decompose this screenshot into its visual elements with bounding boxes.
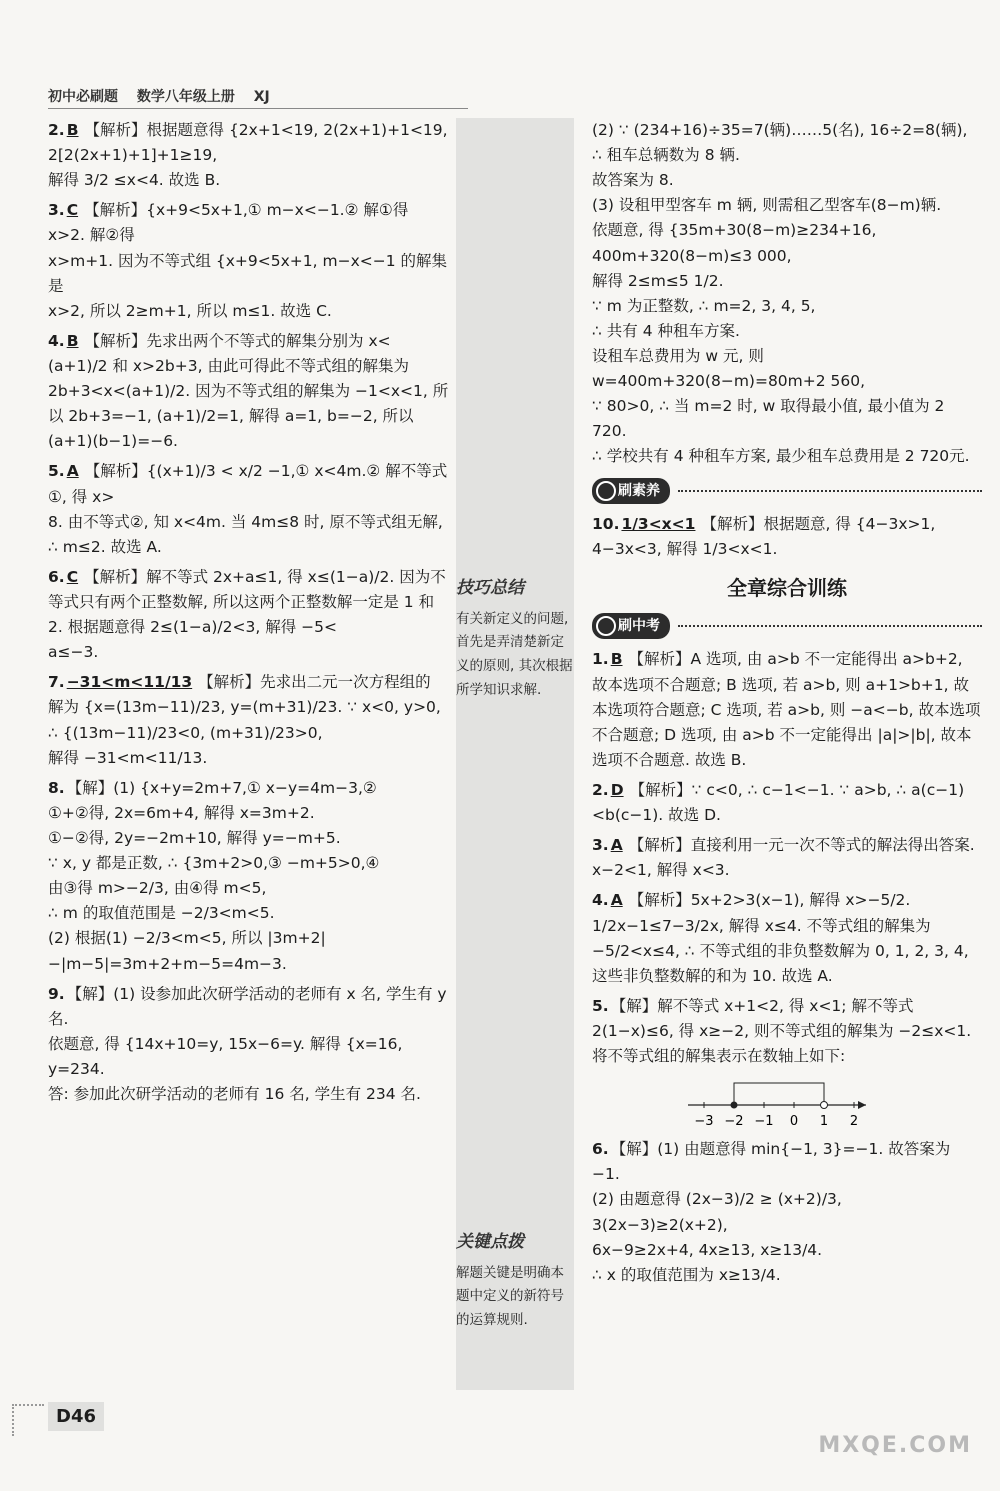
question-number: 3. — [48, 201, 65, 220]
solution-line: ∵ m 为正整数, ∴ m=2, 3, 4, 5, — [592, 296, 816, 315]
solution-paragraph — [48, 746, 450, 771]
solution-paragraph — [48, 851, 450, 876]
solution-paragraph — [48, 695, 450, 745]
question-number: 9. — [48, 984, 65, 1003]
number-line — [684, 1075, 874, 1131]
solution-line: ①−②得, 2y=−2m+10, 解得 y=−m+5. — [48, 828, 341, 847]
solution-paragraph — [592, 888, 982, 988]
solution-paragraph — [48, 249, 450, 299]
answer-choice: C — [66, 567, 79, 586]
solution-line: 8. 由不等式②, 知 x<4m. 当 4m≤8 时, 原不等式组无解, ∴ m≤2. 故选 A. — [48, 512, 443, 556]
bar-divider — [678, 490, 982, 492]
answer-choice: D — [610, 781, 624, 800]
tick-label: −2 — [724, 1114, 744, 1130]
solution-paragraph — [48, 459, 450, 509]
answer-choice: A — [610, 891, 623, 910]
solution-paragraph — [592, 1263, 982, 1288]
solution-line: 【解】解不等式 x+1<2, 得 x<1; 解不等式 2(1−x)≤6, 得 x≥−2, 则不等式组的解集为 −2≤x<1. 将不等式组的解集表示在数轴上如下: — [592, 996, 972, 1066]
solution-line: 解得 3/2 ≤x<4. 故选 B. — [48, 171, 221, 190]
bar-label: 刷中考 — [592, 613, 670, 640]
question-number: 4. — [592, 891, 609, 910]
solution-line: (2) 由题意得 (2x−3)/2 ≥ (x+2)/3, 3(2x−3)≥2(x+2), — [592, 1190, 842, 1234]
solution-line: 由③得 m>−2/3, 由④得 m<5, — [48, 879, 267, 898]
answer-continuation — [592, 118, 982, 470]
question-number: 10. — [592, 515, 620, 534]
header-rule — [48, 108, 468, 109]
solution-paragraph — [48, 982, 450, 1032]
solution-line: 6x−9≥2x+4, 4x≥13, x≥13/4. — [592, 1240, 823, 1259]
solution-line: (3) 设租甲型客车 m 辆, 则需租乙型客车(8−m)辆. — [592, 196, 942, 215]
solution-line: a≤−3. — [48, 643, 99, 662]
solution-line: 解得 2≤m≤5 1/2. — [592, 271, 724, 290]
question-number: 1. — [592, 650, 609, 669]
answer-item — [592, 778, 982, 828]
tip-text: 解题关键是明确本题中定义的新符号的运算规则. — [456, 1264, 564, 1328]
solution-paragraph — [48, 926, 450, 976]
solution-line: 依题意, 得 {35m+30(8−m)≥234+16, 400m+320(8−m)≤3 000, — [592, 221, 877, 265]
solution-line: x>m+1. 因为不等式组 {x+9<5x+1, m−x<−1 的解集是 — [48, 251, 448, 295]
answer-item — [592, 888, 982, 988]
solution-paragraph — [592, 512, 982, 562]
question-number: 3. — [592, 836, 609, 855]
solution-paragraph — [48, 1032, 450, 1082]
solution-line: 【解析】A 选项, 由 a>b 不一定能得出 a>b+2, 故本选项不合题意; B 选项, 若 a>b, 则 a+1>b+1, 故本选项符合题意; C 选项, 若 a>b, 则 −a<−b, 故本选项不合题意; D 选项, 由 a>b 不一定能得出 |a|>|b|, 故本选项不合题意. 故选 B. — [592, 650, 981, 769]
solution-line: 【解析】解不等式 2x+a≤1, 得 x≤(1−a)/2. 因为不等式只有两个正整数解, 所以这两个正整数解一定是 1 和 2. 根据题意得 2≤(1−a)/2<3, 解得 −5< — [48, 567, 446, 637]
question-number: 5. — [48, 462, 65, 481]
solution-line: ∴ 租车总辆数为 8 辆. — [592, 146, 740, 165]
solution-line: 【解】(1) {x+y=2m+7,① x−y=4m−3,② — [66, 778, 377, 797]
answer-choice: −31<m<11/13 — [66, 673, 193, 692]
solution-paragraph — [48, 1082, 450, 1107]
subject-title: 数学八年级上册 — [136, 89, 235, 105]
question-number: 8. — [48, 778, 65, 797]
solution-line: 【解析】∵ c<0, ∴ c−1<−1. ∵ a>b, ∴ a(c−1)<b(c−1). 故选 D. — [592, 781, 965, 825]
tick-label: 1 — [819, 1114, 829, 1130]
solution-line: 解为 {x=(13m−11)/23, y=(m+31)/23. ∵ x<0, y>0, ∴ {(13m−11)/23<0, (m+31)/23>0, — [48, 698, 441, 742]
answer-choice: B — [610, 650, 623, 669]
solution-line: 【解】(1) 由题意得 min{−1, 3}=−1. 故答案为 −1. — [592, 1140, 951, 1184]
solution-paragraph — [48, 776, 450, 801]
solution-line: ①+②得, 2x=6m+4, 解得 x=3m+2. — [48, 803, 315, 822]
solution-line: 【解析】{x+9<5x+1,① m−x<−1.② 解①得 x>2. 解②得 — [48, 201, 409, 245]
answer-item — [592, 833, 982, 883]
solution-paragraph — [48, 565, 450, 640]
solution-line: 【解析】直接利用一元一次不等式的解法得出答案. x−2<1, 解得 x<3. — [592, 836, 975, 880]
solution-line: 【解析】根据题意得 {2x+1<19, 2(2x+1)+1<19, 2[2(2x+1)+1]+1≥19, — [48, 121, 448, 165]
page-number: D46 — [48, 1402, 104, 1431]
answer-choice: 1/3<x<1 — [621, 515, 696, 534]
solution-line: 【解析】{(x+1)/3 < x/2 −1,① x<4m.② 解不等式①, 得 x> — [48, 462, 448, 506]
tip-text: 有关新定义的问题, 首先是弄清楚新定义的原则, 其次根据所学知识求解. — [456, 610, 573, 698]
solution-line: 【解析】5x+2>3(x−1), 解得 x>−5/2. 1/2x−1≤7−3/2x, 解得 x≤4. 不等式组的解集为 −5/2<x≤4, ∴ 不等式组的非负整数解为 0, 1, 2, 3, 4, 这些非负整数解的和为 10. 故选 A. — [592, 891, 969, 985]
answer-choice: A — [610, 836, 623, 855]
answer-item — [48, 329, 450, 455]
answer-choice: C — [66, 201, 79, 220]
answer-choice: A — [66, 462, 79, 481]
solution-line: x>2, 所以 2≥m+1, 所以 m≤1. 故选 C. — [48, 301, 332, 320]
tip-title: 关键点拨 — [456, 1232, 524, 1252]
solution-paragraph — [592, 1238, 982, 1263]
tick-label: −1 — [754, 1114, 774, 1130]
solution-paragraph — [48, 118, 450, 168]
solution-line: ∴ x 的取值范围为 x≥13/4. — [592, 1265, 781, 1284]
solution-line: 【解析】先求出二元一次方程组的 — [198, 673, 431, 692]
tick-label: 0 — [789, 1114, 799, 1130]
tip-keypoint — [456, 1228, 574, 1333]
question-number: 6. — [48, 567, 65, 586]
question-number: 5. — [592, 996, 609, 1015]
answer-item — [592, 512, 982, 562]
answer-item — [592, 647, 982, 773]
answer-item — [592, 512, 982, 562]
solution-paragraph — [48, 510, 450, 560]
answer-item — [48, 670, 450, 770]
tick-label: −3 — [694, 1114, 714, 1130]
answer-item — [48, 198, 450, 324]
section-bar-literacy — [592, 478, 982, 505]
solution-paragraph — [592, 1187, 982, 1237]
answer-item — [48, 982, 450, 1108]
tip-technique — [456, 574, 574, 702]
answer-choice: B — [66, 121, 79, 139]
running-header — [48, 86, 284, 109]
question-number: 6. — [592, 1140, 609, 1159]
left-column — [48, 118, 450, 1112]
solution-line: 【解】(1) 设参加此次研学活动的老师有 x 名, 学生有 y 名. — [48, 984, 447, 1028]
section-title: 全章综合训练 — [727, 576, 847, 601]
solution-paragraph — [48, 801, 450, 826]
solution-paragraph — [592, 778, 982, 828]
answer-item — [592, 994, 982, 1069]
closed-endpoint — [731, 1102, 738, 1109]
solution-interval — [734, 1083, 824, 1105]
solution-paragraph — [592, 833, 982, 883]
solution-line: 解得 −31<m<11/13. — [48, 748, 208, 767]
solution-line: ∴ m 的取值范围是 −2/3<m<5. — [48, 904, 275, 923]
answer-list — [592, 647, 982, 1287]
solution-line: 故答案为 8. — [592, 171, 674, 190]
solution-line: 【解析】根据题意, 得 {4−3x>1, 4−3x<3, 解得 1/3<x<1. — [592, 515, 936, 559]
solution-paragraph — [48, 198, 450, 248]
answer-choice: B — [66, 331, 79, 350]
solution-line: ∴ 学校共有 4 种租车方案, 最少租车总费用是 2 720元. — [592, 447, 970, 466]
solution-line: 答: 参加此次研学活动的老师有 16 名, 学生有 234 名. — [48, 1085, 421, 1104]
solution-paragraph — [48, 299, 450, 324]
page-corner-mark — [12, 1404, 44, 1436]
solution-paragraph — [48, 640, 450, 665]
question-number: 4. — [48, 331, 65, 350]
answer-item — [48, 776, 450, 977]
bar-divider — [678, 625, 982, 627]
solution-line: 依题意, 得 {14x+10=y, 15x−6=y. 解得 {x=16, y=234. — [48, 1034, 403, 1078]
answer-item — [48, 118, 450, 193]
book-title: 初中必刷题 — [48, 89, 118, 105]
answer-item — [48, 565, 450, 665]
solution-line: 2b+3<x<(a+1)/2. 因为不等式组的解集为 −1<x<1, 所以 2b+3=−1, (a+1)/2=1, 解得 a=1, b=−2, 所以(a+1)(b−1)=−6. — [48, 382, 449, 451]
tick-label: 2 — [849, 1114, 859, 1130]
sidebar — [456, 118, 574, 1390]
question-number: 2. — [48, 121, 65, 139]
open-endpoint — [821, 1102, 828, 1109]
answer-item — [592, 1137, 982, 1288]
solution-paragraph — [48, 379, 450, 454]
solution-paragraph — [48, 670, 450, 695]
solution-line: (2) ∵ (234+16)÷35=7(辆)……5(名), 16÷2=8(辆), — [592, 121, 968, 139]
solution-paragraph — [592, 1137, 982, 1187]
axis-arrow-icon — [858, 1101, 866, 1109]
solution-line: ∴ 共有 4 种租车方案. — [592, 321, 740, 340]
solution-line: (2) 根据(1) −2/3<m<5, 所以 |3m+2|−|m−5|=3m+2+m−5=4m−3. — [48, 929, 326, 973]
tip-title: 技巧总结 — [456, 578, 524, 598]
solution-paragraph — [48, 876, 450, 901]
question-number: 2. — [592, 781, 609, 800]
solution-line: 设租车总费用为 w 元, 则 w=400m+320(8−m)=80m+2 560, — [592, 346, 866, 391]
solution-paragraph — [592, 647, 982, 773]
solution-paragraph — [48, 168, 450, 193]
section-bar-exam — [592, 613, 982, 640]
bar-label: 刷素养 — [592, 478, 670, 505]
solution-paragraph — [48, 826, 450, 851]
watermark-logo: MXQE.COM — [818, 1433, 972, 1458]
solution-line: ∵ 80>0, ∴ 当 m=2 时, w 取得最小值, 最小值为 2 720. — [592, 397, 945, 441]
edition-tag: XJ — [253, 89, 270, 105]
solution-line: 【解析】先求出两个不等式的解集分别为 x< (a+1)/2 和 x>2b+3, 由此可得此不等式组的解集为 — [48, 331, 409, 375]
solution-paragraph — [48, 901, 450, 926]
right-column — [592, 118, 982, 1293]
question-number: 7. — [48, 673, 65, 692]
solution-paragraph — [48, 329, 450, 379]
answer-item — [48, 459, 450, 559]
solution-line: ∵ x, y 都是正数, ∴ {3m+2>0,③ −m+5>0,④ — [48, 854, 380, 873]
solution-paragraph — [592, 994, 982, 1069]
